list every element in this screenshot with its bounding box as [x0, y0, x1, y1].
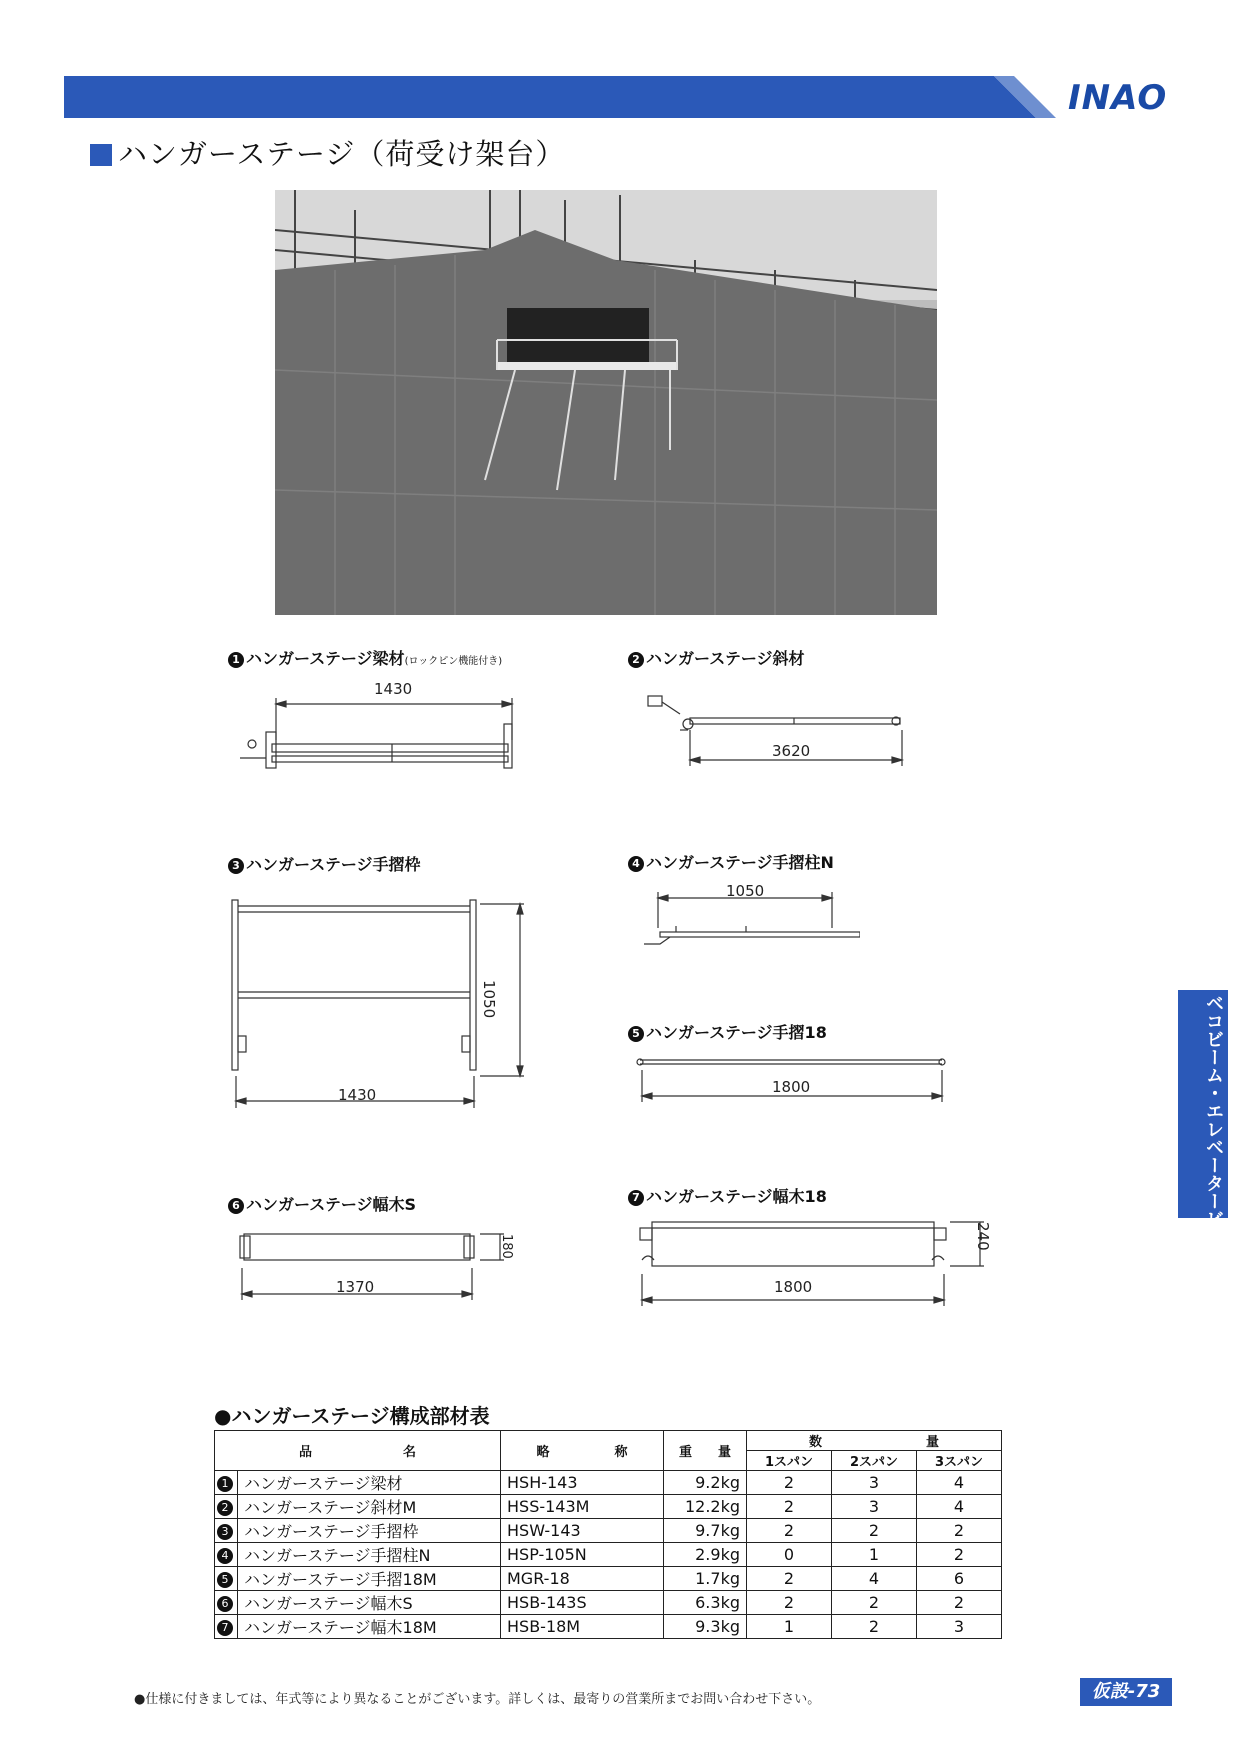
- table-header-row: [215, 1431, 1002, 1451]
- part-note-1: (ロックピン機能付き): [404, 656, 503, 667]
- page-number: 仮設-73: [1080, 1678, 1172, 1706]
- row-weight: 9.2kg: [664, 1471, 747, 1495]
- row-q2: 1: [832, 1543, 917, 1567]
- row-q1: 0: [747, 1543, 832, 1567]
- row-index: 7: [215, 1615, 238, 1639]
- part-number-4: 4: [628, 856, 644, 872]
- row-code: HSB-18M: [501, 1615, 664, 1639]
- part-label-6: [228, 1192, 416, 1215]
- row-q1: 2: [747, 1495, 832, 1519]
- part-label-3: [228, 852, 421, 875]
- parts-table: [214, 1430, 1002, 1639]
- table-row: [215, 1495, 1002, 1519]
- page-title: [90, 132, 565, 173]
- brand-logo: INAO: [1068, 78, 1168, 118]
- page-title-text: ハンガーステージ（荷受け架台）: [118, 137, 566, 171]
- row-code: HSW-143: [501, 1519, 664, 1543]
- side-index-label: ベコビーム・エレベータービーム ハンガーステージ: [1203, 994, 1224, 1415]
- header-span2: 2スパン: [832, 1451, 917, 1471]
- row-q1: 1: [747, 1615, 832, 1639]
- part-number-3: 3: [228, 858, 244, 874]
- row-index: 4: [215, 1543, 238, 1567]
- dim-post-1050: 1050: [726, 882, 765, 900]
- header-quantity: 数 量: [747, 1431, 1002, 1451]
- part-name-4: ハンガーステージ手摺柱N: [646, 853, 834, 872]
- row-weight: 1.7kg: [664, 1567, 747, 1591]
- part-number-1: 1: [228, 652, 244, 668]
- row-q2: 2: [832, 1615, 917, 1639]
- row-name: ハンガーステージ幅木S: [238, 1591, 501, 1615]
- dim-handrail-1800: 1800: [772, 1078, 811, 1096]
- dim-toeboard-18-1800: 1800: [774, 1278, 813, 1296]
- header-code: 略 称: [501, 1431, 664, 1471]
- row-q2: 3: [832, 1495, 917, 1519]
- hanger-stage-photo: [275, 190, 937, 615]
- part-label-4: [628, 850, 834, 873]
- dim-brace-3620: 3620: [772, 742, 811, 760]
- row-weight: 9.7kg: [664, 1519, 747, 1543]
- table-row: [215, 1591, 1002, 1615]
- row-q3: 6: [917, 1567, 1002, 1591]
- row-code: HSP-105N: [501, 1543, 664, 1567]
- table-row: [215, 1519, 1002, 1543]
- table-row: [215, 1567, 1002, 1591]
- part-number-7: 7: [628, 1190, 644, 1206]
- row-name: ハンガーステージ斜材M: [238, 1495, 501, 1519]
- part-name-5: ハンガーステージ手摺18: [646, 1023, 827, 1042]
- dim-toeboard-s-180: 180: [499, 1234, 514, 1259]
- part-name-7: ハンガーステージ幅木18: [646, 1187, 827, 1206]
- table-row: [215, 1543, 1002, 1567]
- row-index: 2: [215, 1495, 238, 1519]
- table-row: [215, 1471, 1002, 1495]
- row-index: 3: [215, 1519, 238, 1543]
- row-index: 6: [215, 1591, 238, 1615]
- row-code: MGR-18: [501, 1567, 664, 1591]
- part-name-2: ハンガーステージ斜材: [646, 649, 805, 668]
- row-q3: 3: [917, 1615, 1002, 1639]
- dim-toeboard-18-240: 240: [974, 1222, 992, 1251]
- row-weight: 12.2kg: [664, 1495, 747, 1519]
- part-label-7: [628, 1184, 827, 1207]
- part-name-3: ハンガーステージ手摺枠: [246, 855, 421, 874]
- row-q3: 2: [917, 1519, 1002, 1543]
- row-name: ハンガーステージ手摺枠: [238, 1519, 501, 1543]
- dim-beam-1430: 1430: [374, 680, 413, 698]
- row-name: ハンガーステージ手摺柱N: [238, 1543, 501, 1567]
- part-label-5: [628, 1020, 827, 1043]
- row-q3: 2: [917, 1591, 1002, 1615]
- header-span1: 1スパン: [747, 1451, 832, 1471]
- row-q1: 2: [747, 1567, 832, 1591]
- part-number-2: 2: [628, 652, 644, 668]
- part-number-5: 5: [628, 1026, 644, 1042]
- drawing-toeboard-s: [232, 1228, 522, 1308]
- row-weight: 2.9kg: [664, 1543, 747, 1567]
- side-index-tab[interactable]: [1178, 990, 1228, 1415]
- row-index: 5: [215, 1567, 238, 1591]
- title-square-icon: [90, 144, 112, 166]
- row-name: ハンガーステージ梁材: [238, 1471, 501, 1495]
- row-q1: 2: [747, 1591, 832, 1615]
- row-q3: 2: [917, 1543, 1002, 1567]
- part-name-6: ハンガーステージ幅木S: [246, 1195, 417, 1214]
- row-q2: 4: [832, 1567, 917, 1591]
- row-weight: 9.3kg: [664, 1615, 747, 1639]
- row-code: HSS-143M: [501, 1495, 664, 1519]
- row-q2: 2: [832, 1591, 917, 1615]
- part-label-2: [628, 646, 805, 669]
- row-q1: 2: [747, 1519, 832, 1543]
- row-weight: 6.3kg: [664, 1591, 747, 1615]
- table-title: ●ハンガーステージ構成部材表: [214, 1404, 490, 1428]
- row-code: HSB-143S: [501, 1591, 664, 1615]
- row-q1: 2: [747, 1471, 832, 1495]
- header-span3: 3スパン: [917, 1451, 1002, 1471]
- row-q2: 2: [832, 1519, 917, 1543]
- part-name-1: ハンガーステージ梁材: [246, 649, 405, 668]
- dim-frame-1430: 1430: [338, 1086, 377, 1104]
- row-code: HSH-143: [501, 1471, 664, 1495]
- dim-frame-1050: 1050: [480, 980, 498, 1019]
- row-index: 1: [215, 1471, 238, 1495]
- dim-toeboard-s-1370: 1370: [336, 1278, 375, 1296]
- row-name: ハンガーステージ手摺18M: [238, 1567, 501, 1591]
- part-number-6: 6: [228, 1198, 244, 1214]
- row-q2: 3: [832, 1471, 917, 1495]
- header-weight: 重 量: [664, 1431, 747, 1471]
- footer-note: ●仕様に付きましては、年式等により異なることがございます。詳しくは、最寄りの営業所までお問い合わせ下さい。: [134, 1692, 821, 1707]
- table-row: [215, 1615, 1002, 1639]
- header-name: 品 名: [215, 1431, 501, 1471]
- header-bar: [64, 76, 1060, 118]
- part-label-1: [228, 646, 502, 669]
- row-q3: 4: [917, 1471, 1002, 1495]
- row-q3: 4: [917, 1495, 1002, 1519]
- row-name: ハンガーステージ幅木18M: [238, 1615, 501, 1639]
